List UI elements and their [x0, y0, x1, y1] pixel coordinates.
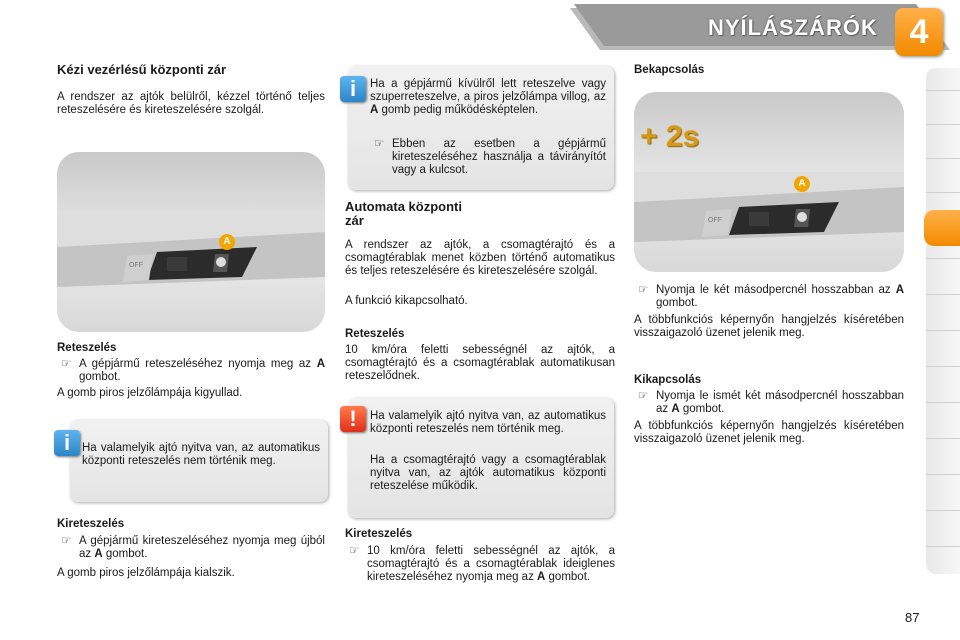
- manual-lock-heading: Kézi vezérlésű központi zár: [57, 62, 227, 77]
- info-box-top-text: Ha a gépjármű kívülről lett reteszelve vagy szuperreteszelve, a piros jelzőlámpa villog, az A gomb pedig működésképtelen.: [370, 78, 606, 116]
- info-box-top: [348, 66, 614, 190]
- enable-bullet: ☞ Nyomja le két másodpercnél hosszabban az A gombot.: [634, 284, 904, 310]
- lock-bullet: ☞ A gépjármű reteszeléséhez nyomja meg az A gombot.: [57, 358, 325, 384]
- enable-heading: Bekapcsolás: [634, 64, 705, 76]
- warning-box: [348, 398, 614, 518]
- warning-icon: !: [340, 406, 366, 432]
- bullet-hand-icon: ☞: [349, 545, 360, 557]
- off-label: OFF: [129, 262, 143, 269]
- bullet-hand-icon: ☞: [61, 535, 72, 547]
- manual-lock-intro: A rendszer az ajtók belülről, kézzel történő teljes reteszelésére és kireteszelésére szolgál.: [57, 91, 325, 116]
- disable-heading: Kikapcsolás: [634, 374, 702, 386]
- info-icon: i: [340, 76, 366, 102]
- disable-note: A többfunkciós képernyőn hangjelzés kíséretében visszaigazoló üzenet jelenik meg.: [634, 420, 904, 445]
- lock-button-panel: [147, 247, 257, 280]
- auto-unlock-bullet: ☞ 10 km/óra feletti sebességnél az ajtók, a csomagtérajtó és a csomagtérablak ideiglenes kireteszeléséhez nyomja meg az A gombot.: [345, 545, 615, 584]
- unlock-heading: Kireteszelés: [57, 518, 125, 530]
- chapter-number-badge: 4: [895, 8, 943, 56]
- console-image-left: [57, 152, 325, 332]
- auto-unlock-heading: Kireteszelés: [345, 528, 413, 540]
- info-box-left: [70, 420, 328, 502]
- unlock-note: A gomb piros jelzőlámpája kialszik.: [57, 567, 235, 579]
- lock-note: A gomb piros jelzőlámpája kigyullad.: [57, 387, 243, 399]
- bullet-hand-icon: ☞: [61, 358, 72, 370]
- auto-lock-heading: Automata központi zár: [345, 199, 462, 228]
- button-a-callout: A: [794, 176, 810, 192]
- button-a-callout: A: [219, 234, 235, 250]
- info-box-top-bullet: ☞ Ebben az esetben a gépjármű kireteszeléséhez használja a távirányítót vagy a kulcsot.: [370, 138, 606, 177]
- disable-bullet: ☞ Nyomja le ismét két másodpercnél hosszabban az A gombot.: [634, 390, 904, 416]
- bullet-hand-icon: ☞: [638, 390, 649, 402]
- auto-lock-heading-sub: Reteszelés: [345, 328, 405, 340]
- lock-button-panel: [729, 202, 839, 235]
- chapter-tab-strip[interactable]: [926, 68, 960, 574]
- enable-note: A többfunkciós képernyőn hangjelzés kíséretében visszaigazoló üzenet jelenik meg.: [634, 314, 904, 339]
- console-image-right: [634, 92, 904, 272]
- warning-text-1: Ha valamelyik ajtó nyitva van, az automatikus központi reteszelés nem történik meg.: [370, 410, 606, 435]
- warning-text-2: Ha a csomagtérajtó vagy a csomagtérablak nyitva van, az ajtók automatikus központi reteszelése működik.: [370, 454, 606, 492]
- bullet-hand-icon: ☞: [374, 138, 385, 150]
- info-icon: i: [54, 430, 80, 456]
- unlock-bullet: ☞ A gépjármű kireteszeléséhez nyomja meg újból az A gombot.: [57, 535, 325, 561]
- lock-heading: Reteszelés: [57, 342, 117, 354]
- active-chapter-tab[interactable]: [924, 210, 960, 246]
- chapter-title: NYÍLÁSZÁRÓK: [708, 15, 878, 40]
- bullet-hand-icon: ☞: [638, 284, 649, 296]
- hold-2s-label: + 2s: [640, 120, 700, 153]
- page-number: 87: [905, 610, 920, 625]
- auto-lock-intro: A rendszer az ajtók, a csomagtérajtó és a csomagtérablak menet közben történő automatikus és teljes reteszelésére és kireteszelésére szolgál.: [345, 239, 615, 277]
- auto-lock-text: 10 km/óra feletti sebességnél az ajtók, a csomagtérajtó és a csomagtérablak automatikusan reteszelődnek.: [345, 344, 615, 382]
- off-label: OFF: [708, 217, 722, 224]
- auto-lock-disable-note: A funkció kikapcsolható.: [345, 295, 468, 307]
- info-box-left-text: Ha valamelyik ajtó nyitva van, az automatikus központi reteszelés nem történik meg.: [82, 442, 320, 467]
